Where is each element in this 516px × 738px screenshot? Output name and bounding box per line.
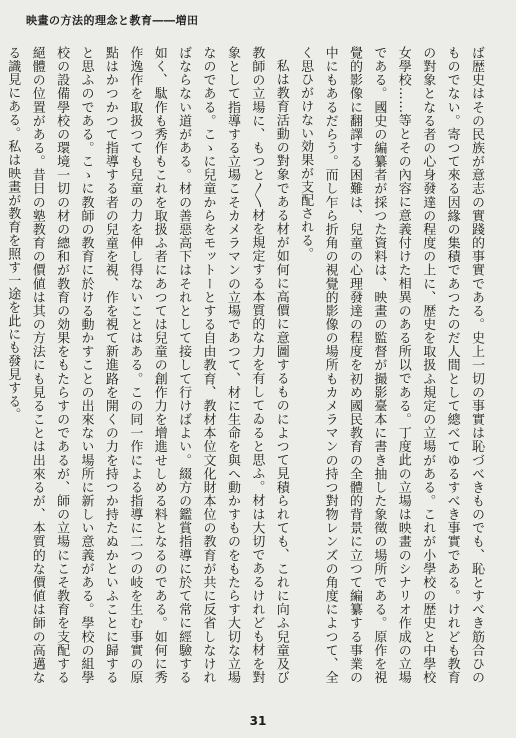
paragraph-2: 私は教育活動の對象である材が如何に高價に意圖するものによつて見積られても、これに向ふ兒童及び教師の立場に、もつと〳〵材を規定する本質的な力を有してゐると思ふ。材は大切であるけれども材を對象として指導する立場こそカメラマンの立場であつて、材に生命を與へ動かすものをもたらす大切な立場なのである。こゝに兒童からをモットーとする自由教育、教材本位文化財本位の教育が共に反省しなければならない道がある。材の善惡高下はそれとして接して行けばよい。綴方の鑑賞指導に於て常に經驗する如く、駄作も秀作もこれを取扱ふ者にあつては兒童の創作力を增進せしめる料となるのである。如何に秀作逸作を取扱つても兒童の力を伸し得ないことはある。この同一作による指導に二つの岐を生む事實の原點はかつかつて指導する者の兒童を視、作を視て新進路を開くの力を持つか持たぬかといふことに歸すると思ふのである。こゝに教師の教育に於ける動かすことの出來ない場所に新しい意義がある。學校の組學校の設備學校の環境一切の材の總和が教育の効果をもたらすのであるが、師の立場にこそ教育を支配する絕體の位置がある。昔日の塾教育の價値は其の方法にも見ることは出來るが、本質的な價値は師の高邁なる識見にある。私は映畫が教育を照す一途を此にも發見する。	[5, 46, 289, 684]
body-text	[5, 46, 488, 684]
paragraph-1: ば歴史はその民族が意志の實踐的事實である。史上一切の事實は恥づべきものでも、恥とすべき筋合ひのものでない。寄つて來る因緣の集積であつたのだ人間として總べてゆるすべき事實である。けれども教育の對象となる者の心身發達の程度の上に、歴史を取扱ふ規定の立場がある。これが小學校の歴史と中學校女學校……等とその內容に意義付けた相異のある所以である。丁度此の立場は映畫のシナリオ作成の立場である。國史の編纂者が採つた資料は、映畫の監督が撮影臺本に書き抽した象徵の場所である。原作を視覺的影像に翻譯する困難は、兒童の心理發達の程度を初め國民教育の全體的背景に立つて編纂する事業の中にもあるだらう。而し乍ら折角の視覺的影像の場所もカメラマンの持つ對物レンズの角度によつて、全く思ひがけない効果が支配される。	[298, 46, 484, 684]
running-header: 映畫の方法的理念と教育――増田	[26, 14, 199, 27]
page-number: 31	[249, 714, 267, 728]
